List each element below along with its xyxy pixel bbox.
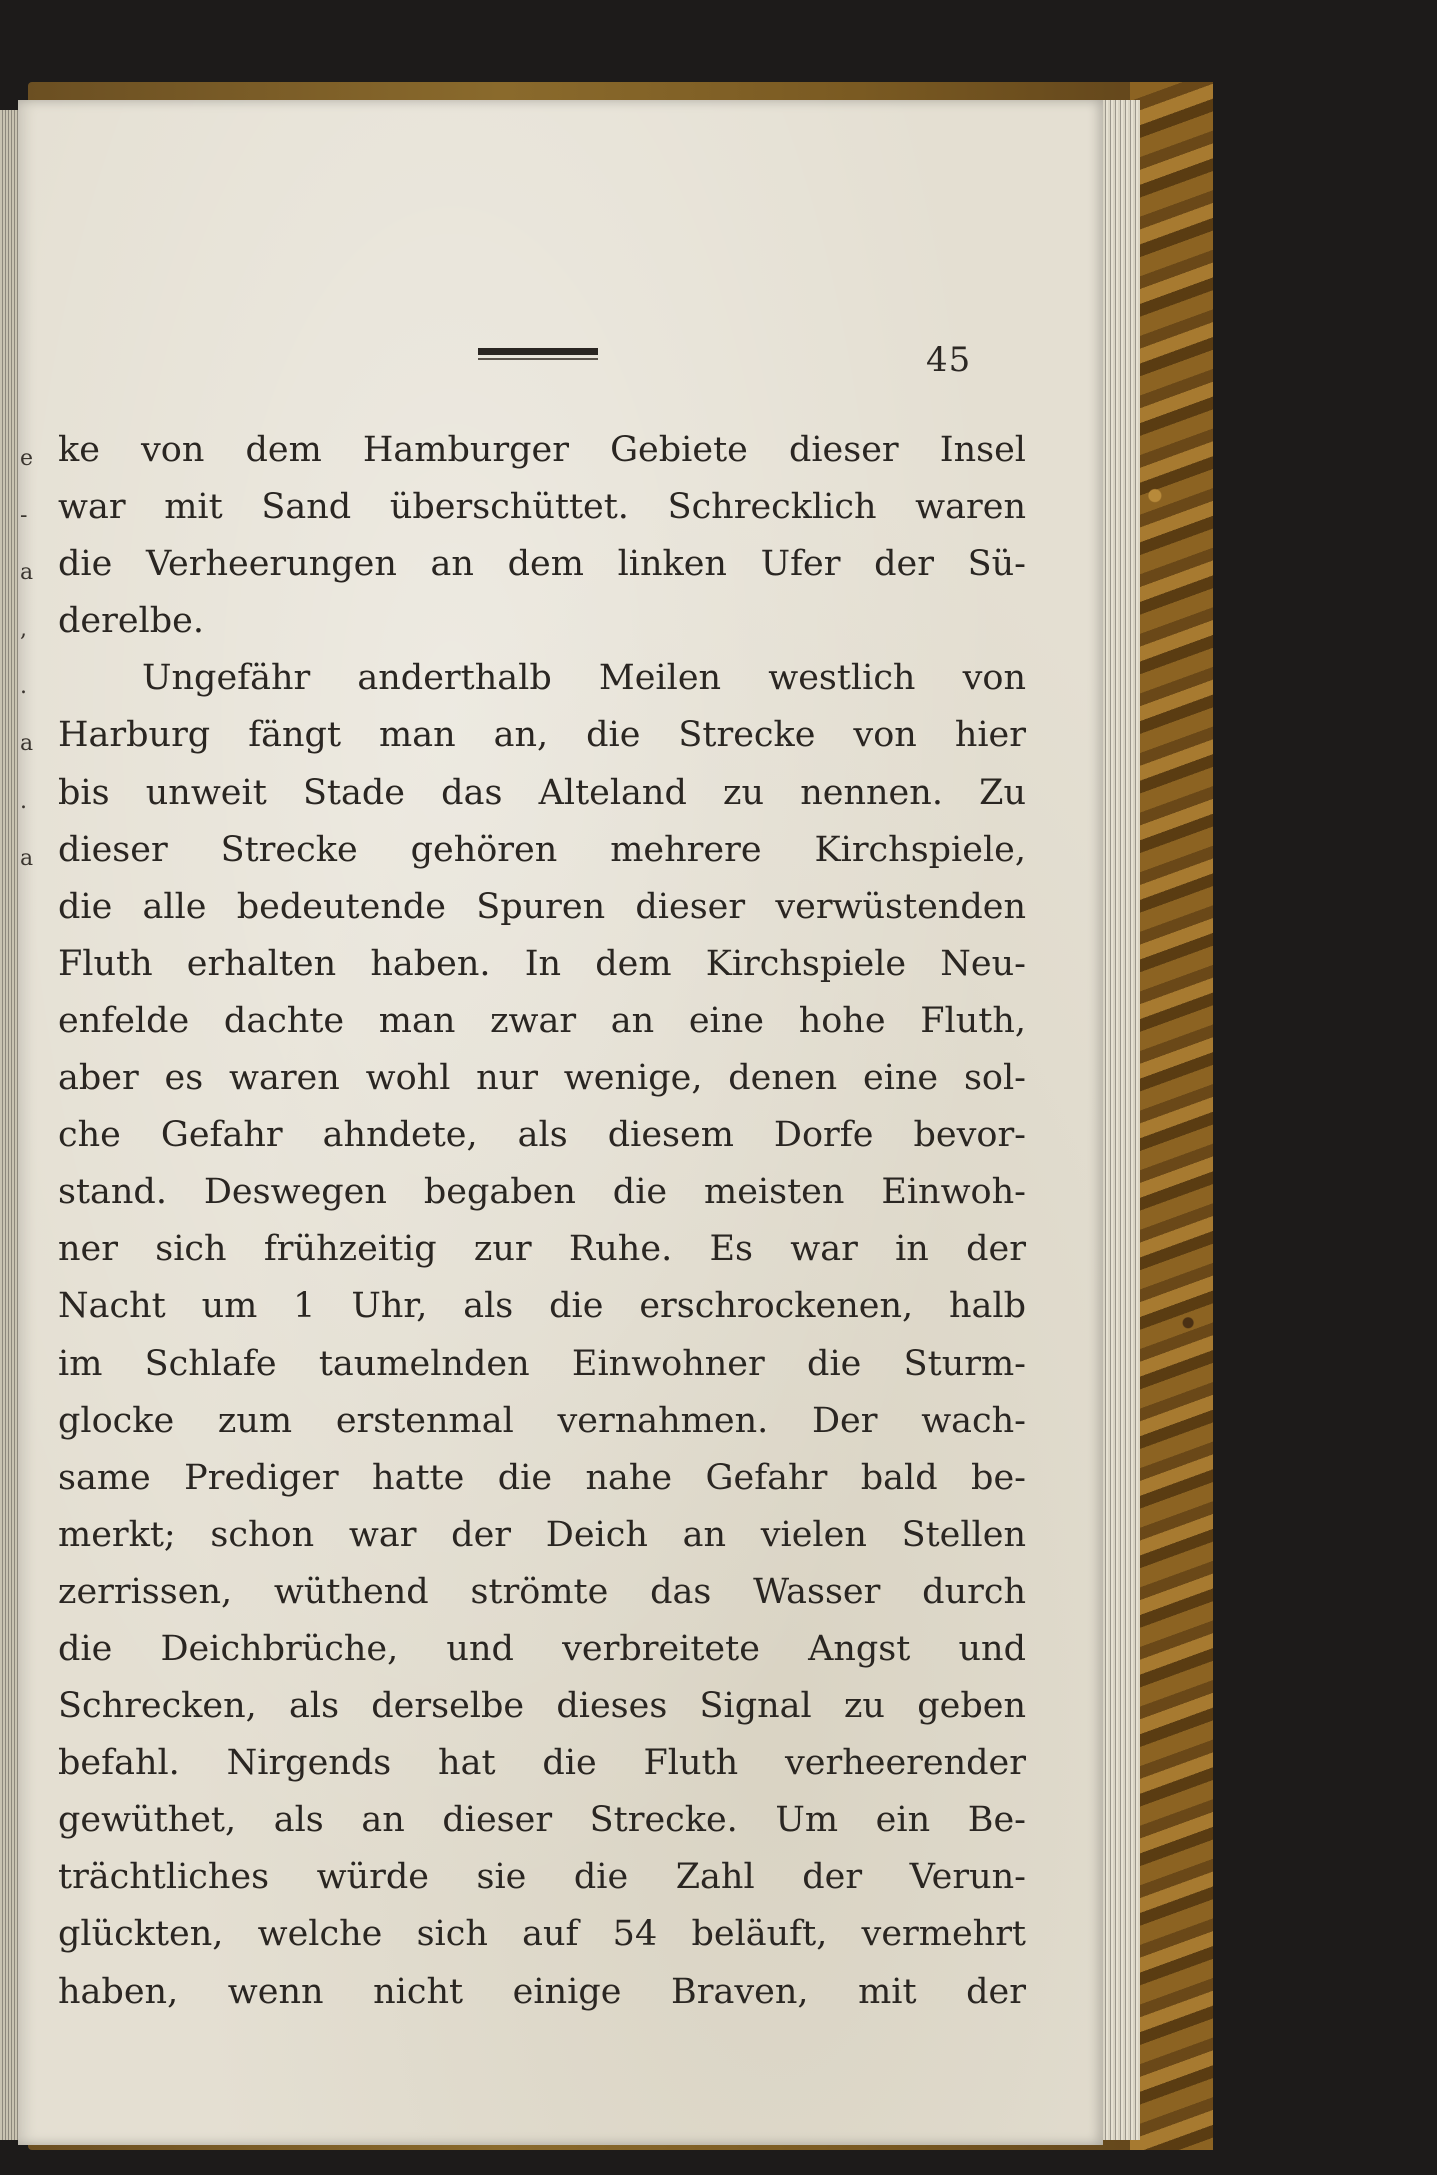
text-line: trächtliches würde sie die Zahl der Verun- [58, 1857, 1026, 1898]
right-page-edges [1098, 100, 1140, 2140]
margin-mark: e [20, 446, 34, 471]
text-line: befahl. Nirgends hat die Fluth verheerender [58, 1743, 1026, 1784]
margin-mark: . [20, 674, 27, 700]
text-line: aber es waren wohl nur wenige, denen eine sol- [58, 1058, 1026, 1099]
text-line: zerrissen, wüthend strömte das Wasser durch [58, 1571, 1026, 1612]
margin-mark [20, 887, 34, 944]
left-page-edges [0, 110, 18, 2140]
text-line: ner sich frühzeitig zur Ruhe. Es war in der [58, 1229, 1026, 1270]
text-line: Fluth erhalten haben. In dem Kirchspiele Neu- [58, 943, 1026, 984]
text-line: im Schlafe taumelnden Einwohner die Sturm- [58, 1343, 1026, 1384]
margin-mark: a [20, 560, 34, 586]
body-text [58, 422, 1026, 2021]
page-number: 45 [926, 340, 972, 380]
text-line: haben, wenn nicht einige Braven, mit der [58, 1971, 1026, 2012]
text-line: glückten, welche sich auf 54 beläuft, vermehrt [58, 1914, 1026, 1955]
margin-mark: a [20, 845, 34, 871]
margin-mark: a [20, 731, 34, 757]
text-line: ke von dem Hamburger Gebiete dieser Insel [58, 430, 1026, 470]
text-line: Schrecken, als derselbe dieses Signal zu geben [58, 1686, 1026, 1727]
text-line: Ungefähr anderthalb Meilen westlich von [142, 658, 1026, 699]
text-line: Harburg fängt man an, die Strecke von hier [58, 715, 1026, 756]
text-line: dieser Strecke gehören mehrere Kirchspiele, [58, 829, 1026, 870]
text-line: gewüthet, als an dieser Strecke. Um ein Be- [58, 1800, 1026, 1841]
left-margin-marks [20, 430, 34, 944]
text-line: Nacht um 1 Uhr, als die erschrockenen, halb [58, 1286, 1026, 1327]
text-line: die Deichbrüche, und verbreitete Angst und [58, 1628, 1026, 1669]
text-line: die alle bedeutende Spuren dieser verwüstenden [58, 886, 1026, 927]
text-line: same Prediger hatte die nahe Gefahr bald be- [58, 1457, 1026, 1498]
text-line: merkt; schon war der Deich an vielen Stellen [58, 1514, 1026, 1555]
marbled-cover-edge [1130, 82, 1213, 2150]
margin-mark: - [20, 503, 28, 529]
book-page [18, 100, 1103, 2145]
text-line: che Gefahr ahndete, als diesem Dorfe bevor- [58, 1115, 1026, 1156]
text-line: die Verheerungen an dem linken Ufer der Sü- [58, 544, 1026, 585]
text-line: derelbe. [58, 601, 204, 642]
margin-mark: . [20, 788, 27, 814]
header-rule [478, 348, 598, 355]
text-line: enfelde dachte man zwar an eine hohe Fluth, [58, 1000, 1026, 1041]
margin-mark: , [20, 617, 27, 643]
text-line: stand. Deswegen begaben die meisten Einwoh- [58, 1172, 1026, 1213]
text-line: glocke zum erstenmal vernahmen. Der wach- [58, 1400, 1026, 1441]
text-line: war mit Sand überschüttet. Schrecklich waren [58, 487, 1026, 528]
text-line: bis unweit Stade das Alteland zu nennen. Zu [58, 772, 1026, 813]
